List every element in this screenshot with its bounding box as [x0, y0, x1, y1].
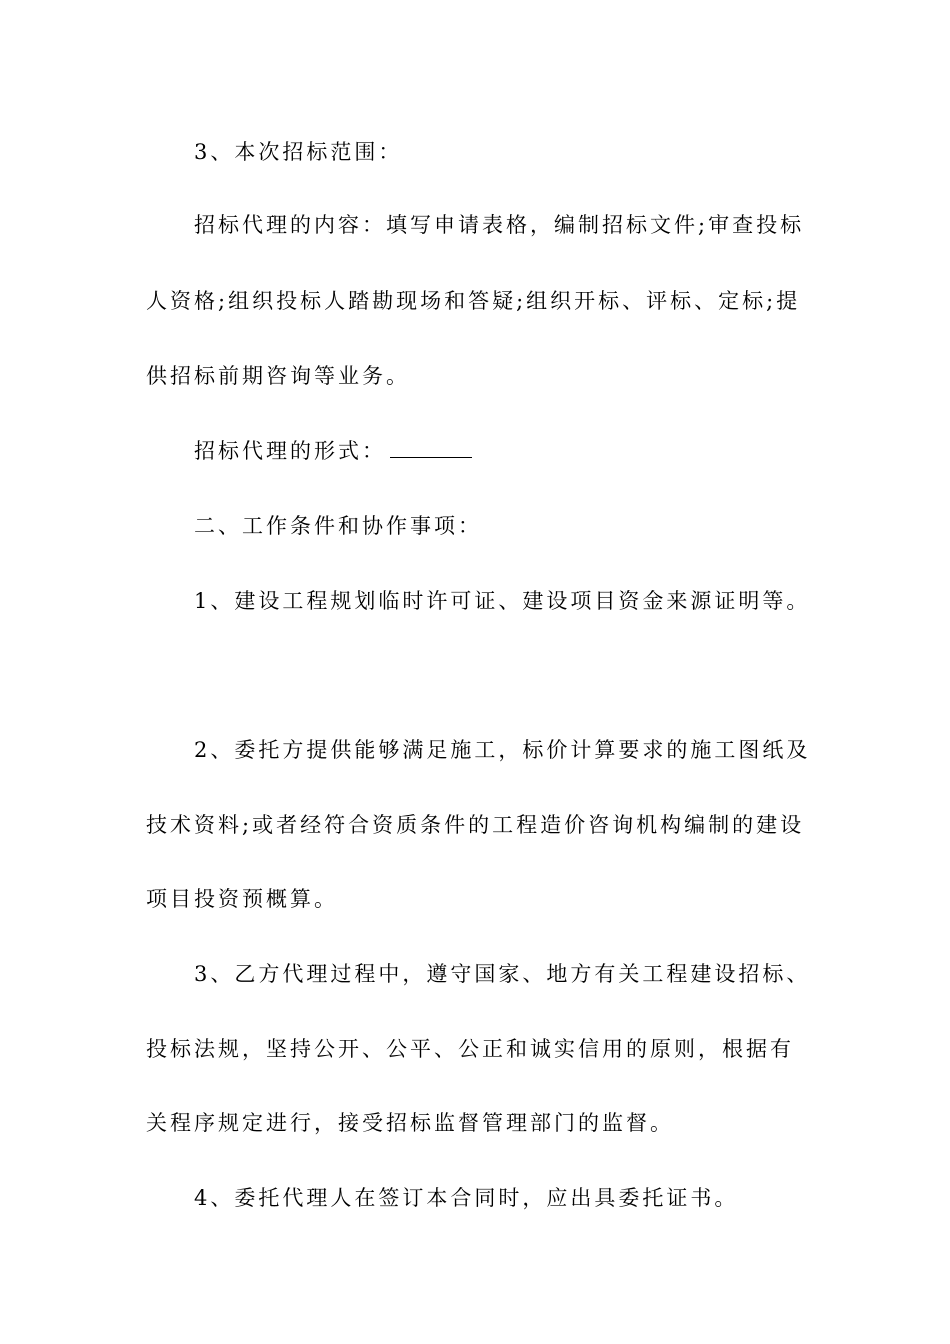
agency-form-label: 招标代理的形式：: [194, 439, 386, 463]
scope-heading: 3、本次招标范围：: [194, 140, 403, 164]
item-1: 1、建设工程规划临时许可证、建设项目资金来源证明等。: [194, 589, 811, 613]
item-3-line-1: 3、乙方代理过程中，遵守国家、地方有关工程建设招标、: [194, 962, 811, 986]
agency-form-blank: [390, 439, 472, 458]
item-2-line-3: 项目投资预概算。: [146, 887, 338, 911]
item-3-line-2: 投标法规，坚持公开、公平、公正和诚实信用的原则，根据有: [146, 1037, 794, 1061]
scope-content-line-2: 人资格;组织投标人踏勘现场和答疑;组织开标、评标、定标;提: [146, 289, 801, 313]
agency-form-line: [194, 437, 472, 465]
scope-content-line-1: 招标代理的内容：填写申请表格，编制招标文件;审查投标: [194, 213, 805, 237]
scope-content-line-3: 供招标前期咨询等业务。: [146, 364, 410, 388]
section-two-heading: 二、工作条件和协作事项：: [194, 514, 482, 538]
item-2-line-1: 2、委托方提供能够满足施工，标价计算要求的施工图纸及: [194, 738, 811, 762]
item-2-line-2: 技术资料;或者经符合资质条件的工程造价咨询机构编制的建设: [146, 813, 805, 837]
item-3-line-3: 关程序规定进行，接受招标监督管理部门的监督。: [146, 1111, 674, 1135]
item-4: 4、委托代理人在签订本合同时，应出具委托证书。: [194, 1186, 739, 1210]
